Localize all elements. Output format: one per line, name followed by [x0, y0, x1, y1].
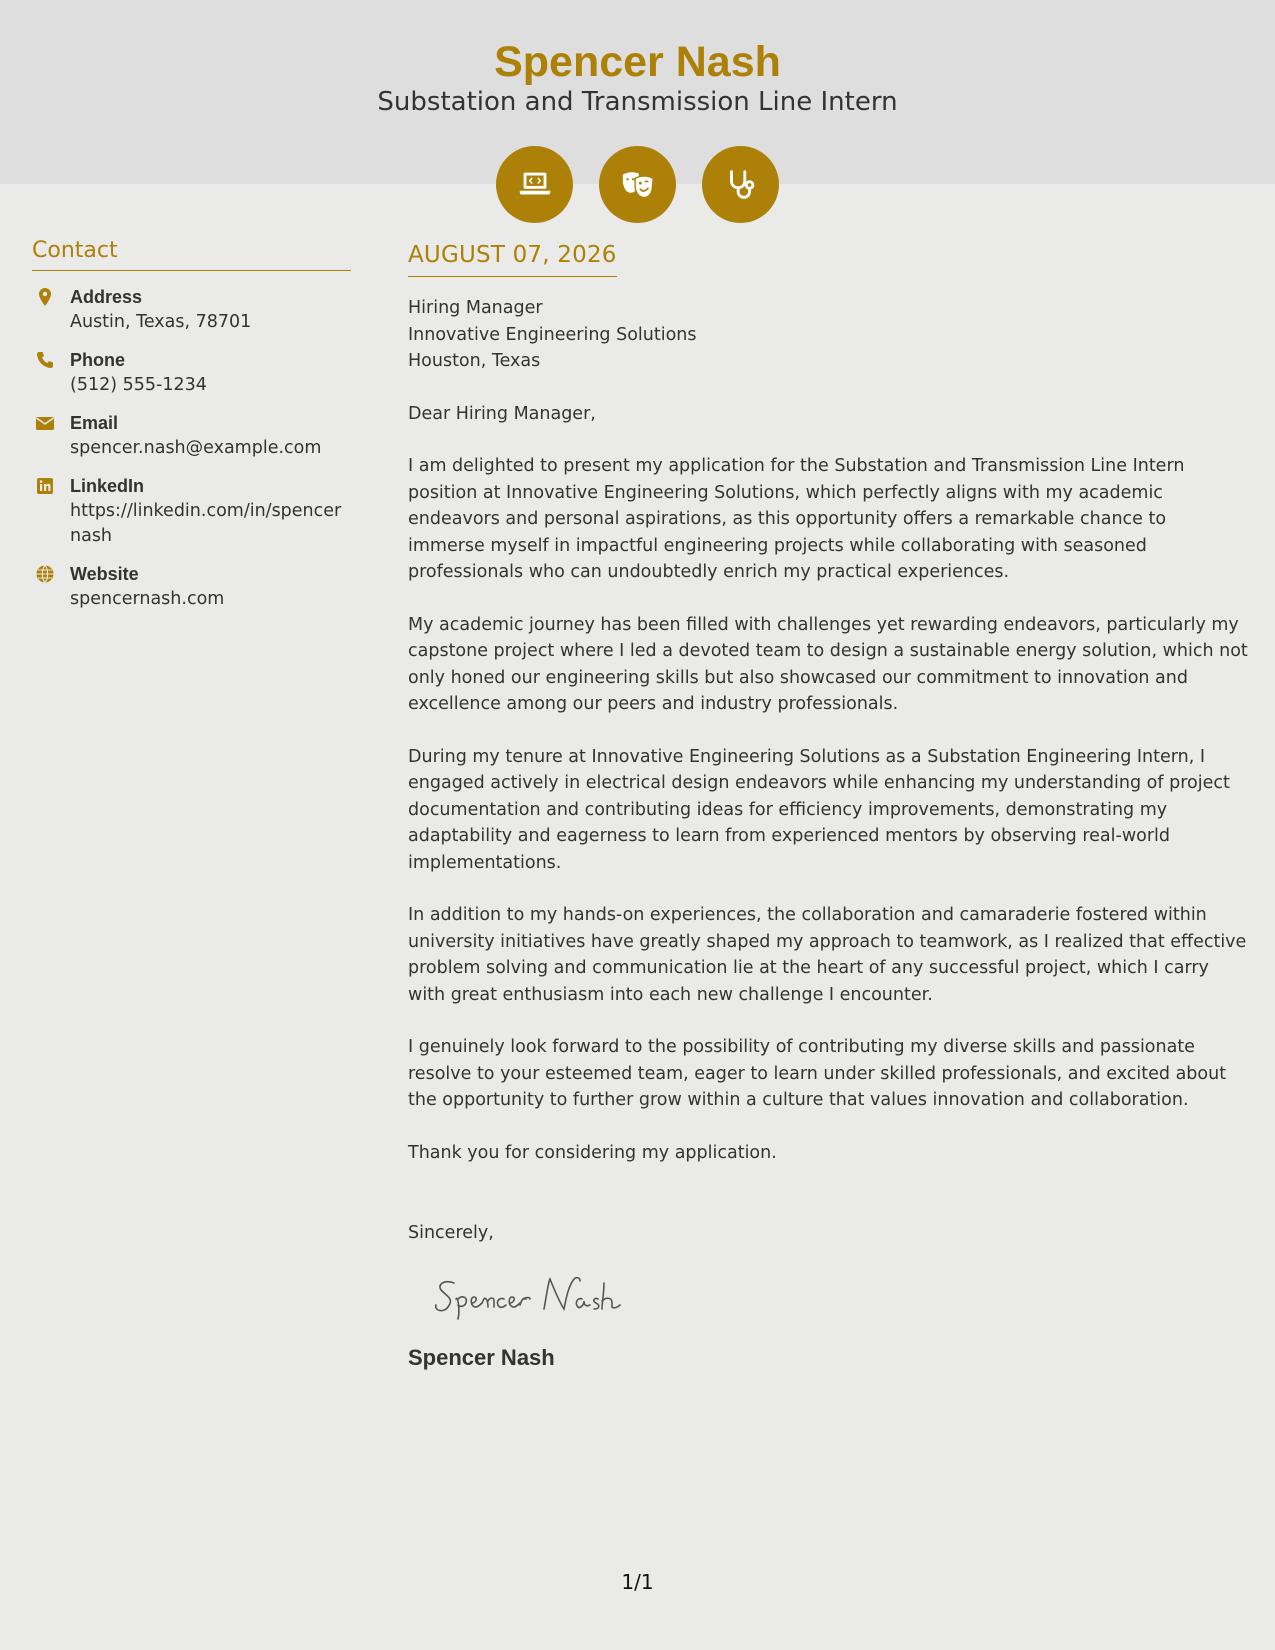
letter-paragraph: In addition to my hands-on experiences, the collaboration and camaraderie fostered within university initiatives have greatly shaped my approach to teamwork, as I realized that effective problem solving and communication lie at the heart of any successful project, which I carry with great enthusiasm into each new challenge I encounter. — [408, 905, 1247, 1005]
interest-icons — [496, 146, 779, 223]
phone-icon — [32, 348, 70, 398]
globe-icon — [32, 562, 70, 612]
applicant-role: Substation and Transmission Line Intern — [377, 87, 898, 117]
letter-date: AUGUST 07, 2026 — [408, 236, 617, 277]
contact-item-email — [32, 411, 351, 461]
email-value[interactable]: spencer.nash@example.com — [70, 438, 322, 458]
recipient-line: Hiring Manager — [408, 298, 543, 318]
contact-item-phone — [32, 348, 351, 398]
linkedin-value[interactable]: https://linkedin.com/in/spencernash — [70, 501, 342, 546]
letter-paragraph: My academic journey has been filled with challenges yet rewarding endeavors, particularly my capstone project where I led a devoted team to design a sustainable energy solution, which not only honed our engineering skills but also showcased our commitment to innovation and excellence among our peers and industry professionals. — [408, 614, 1248, 714]
contact-item-address — [32, 285, 351, 335]
letter-body — [408, 236, 1248, 1371]
map-marker-icon — [32, 285, 70, 335]
stethoscope-icon — [702, 146, 779, 223]
signer-name: Spencer Nash — [408, 1344, 555, 1370]
handwritten-signature — [432, 1269, 1248, 1325]
applicant-name: Spencer Nash — [494, 38, 781, 86]
address-value: Austin, Texas, 78701 — [70, 312, 252, 332]
contact-item-website — [32, 562, 351, 612]
contact-label: Website — [70, 564, 139, 584]
letter-paragraph: I genuinely look forward to the possibility of contributing my diverse skills and passionate resolve to your esteemed team, eager to learn under skilled professionals, and excited about the opportunity to further grow within a culture that values innovation and collaboration. — [408, 1037, 1227, 1110]
contact-item-linkedin — [32, 474, 351, 549]
contact-sidebar — [32, 236, 351, 612]
contact-label: Phone — [70, 350, 126, 370]
recipient-block — [408, 295, 1248, 375]
page-number: 1/1 — [621, 1570, 654, 1594]
letter-paragraph: During my tenure at Innovative Engineering Solutions as a Substation Engineering Intern, I engaged actively in electrical design endeavors while enhancing my understanding of project documentation and contributing ideas for efficiency improvements, demonstrating my adaptability and eagerness to learn from experienced mentors by observing real-world implementations. — [408, 746, 1230, 873]
contact-label: Email — [70, 413, 119, 433]
website-value[interactable]: spencernash.com — [70, 589, 225, 609]
recipient-line: Houston, Texas — [408, 351, 541, 371]
closing: Sincerely, — [408, 1223, 494, 1243]
phone-value: (512) 555-1234 — [70, 375, 207, 395]
letter-paragraph: Thank you for considering my application. — [408, 1142, 777, 1163]
linkedin-icon — [32, 474, 70, 549]
laptop-code-icon — [496, 146, 573, 223]
letter-paragraph: I am delighted to present my application for the Substation and Transmission Line Intern position at Innovative Engineering Solutions, which perfectly aligns with my academic endeavors and personal aspirations, as this opportunity offers a remarkable chance to immerse myself in impactful engineering projects while collaborating with seasoned professionals who can undoubtedly enrich my practical experiences. — [408, 456, 1185, 582]
contact-label: Address — [70, 287, 143, 307]
theater-masks-icon — [599, 146, 676, 223]
contact-heading: Contact — [32, 236, 351, 271]
contact-label: LinkedIn — [70, 476, 145, 496]
recipient-line: Innovative Engineering Solutions — [408, 324, 697, 345]
envelope-icon — [32, 411, 70, 461]
salutation: Dear Hiring Manager, — [408, 403, 596, 424]
